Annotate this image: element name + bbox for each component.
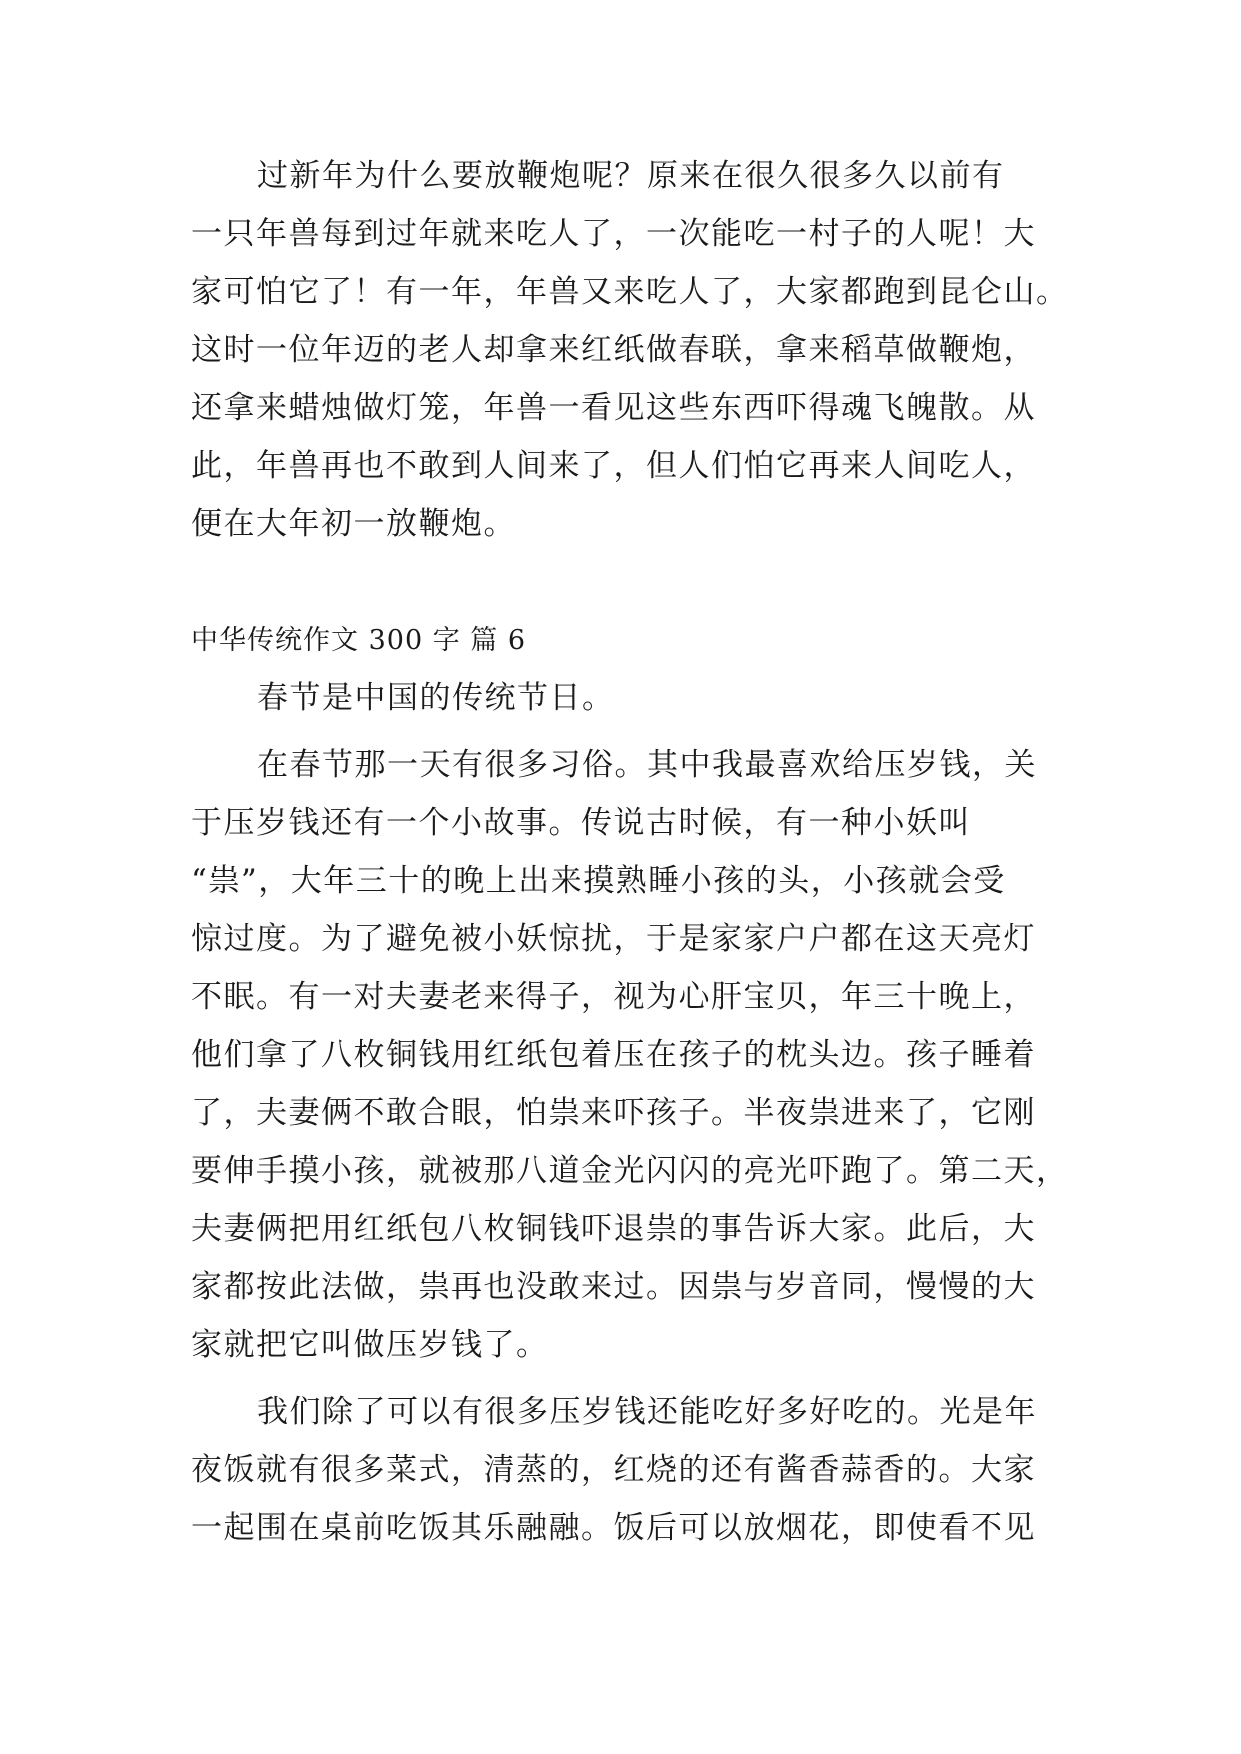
paragraph-3-line-11: 家就把它叫做压岁钱了。 [191, 1327, 549, 1363]
paragraph-3-line-3: “祟”，大年三十的晚上出来摸熟睡小孩的头，小孩就会受 [191, 863, 1006, 899]
section-heading: 中华传统作文 300 字 篇 6 [191, 625, 527, 656]
paragraph-1-line-7: 便在大年初一放鞭炮。 [191, 506, 516, 542]
paragraph-4-line-3: 一起围在桌前吃饭其乐融融。饭后可以放烟花，即使看不见 [191, 1510, 1036, 1546]
paragraph-3-line-4: 惊过度。为了避免被小妖惊扰，于是家家户户都在这天亮灯 [191, 921, 1036, 957]
paragraph-3-line-1: 在春节那一天有很多习俗。其中我最喜欢给压岁钱，关 [257, 747, 1037, 783]
paragraph-3-line-9: 夫妻俩把用红纸包八枚铜钱吓退祟的事告诉大家。此后，大 [191, 1211, 1036, 1247]
paragraph-1-line-6: 此，年兽再也不敢到人间来了，但人们怕它再来人间吃人， [191, 448, 1036, 484]
paragraph-3-line-7: 了，夫妻俩不敢合眼，怕祟来吓孩子。半夜祟进来了，它刚 [191, 1095, 1036, 1131]
paragraph-3-line-6: 他们拿了八枚铜钱用红纸包着压在孩子的枕头边。孩子睡着 [191, 1037, 1036, 1073]
paragraph-3-line-2: 于压岁钱还有一个小故事。传说古时候，有一种小妖叫 [191, 805, 971, 841]
paragraph-3-line-5: 不眠。有一对夫妻老来得子，视为心肝宝贝，年三十晚上， [191, 979, 1036, 1015]
paragraph-2-line-1: 春节是中国的传统节日。 [257, 680, 615, 716]
paragraph-1-line-1: 过新年为什么要放鞭炮呢？原来在很久很多久以前有 [257, 158, 1005, 194]
paragraph-1-line-2: 一只年兽每到过年就来吃人了，一次能吃一村子的人呢！大 [191, 216, 1036, 252]
paragraph-3-line-8: 要伸手摸小孩，就被那八道金光闪闪的亮光吓跑了。第二天， [191, 1153, 1069, 1189]
paragraph-1-line-3: 家可怕它了！有一年，年兽又来吃人了，大家都跑到昆仑山。 [191, 274, 1069, 310]
paragraph-4-line-2: 夜饭就有很多菜式，清蒸的，红烧的还有酱香蒜香的。大家 [191, 1452, 1036, 1488]
paragraph-4-line-1: 我们除了可以有很多压岁钱还能吃好多好吃的。光是年 [257, 1394, 1037, 1430]
paragraph-3-line-10: 家都按此法做，祟再也没敢来过。因祟与岁音同，慢慢的大 [191, 1269, 1036, 1305]
paragraph-1-line-4: 这时一位年迈的老人却拿来红纸做春联，拿来稻草做鞭炮， [191, 332, 1036, 368]
paragraph-1-line-5: 还拿来蜡烛做灯笼，年兽一看见这些东西吓得魂飞魄散。从 [191, 390, 1036, 426]
